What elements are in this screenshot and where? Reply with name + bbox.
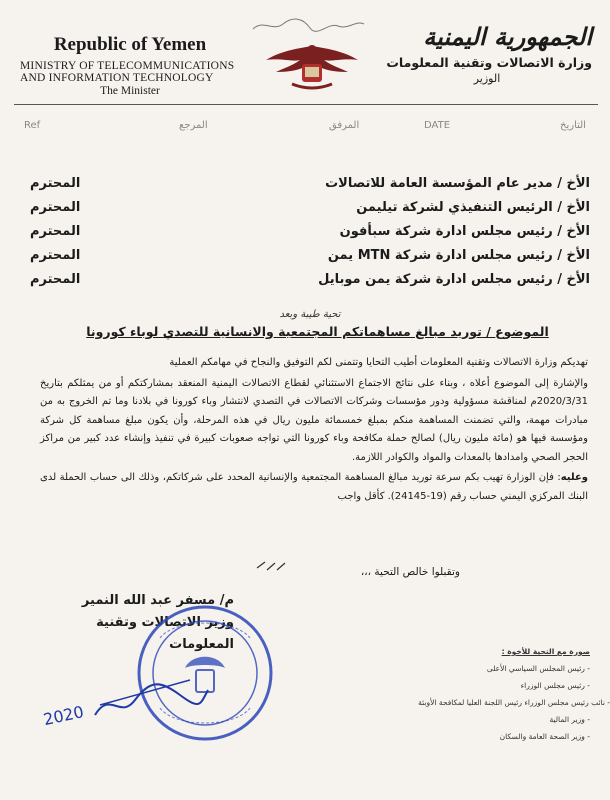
ref-label-en: Ref <box>24 120 41 131</box>
header-republic-ar: الجمهورية اليمنية <box>423 22 592 51</box>
addressee-2: الأخ / الرئيس التنفيذي لشركة تيليمن المحترم <box>30 200 590 215</box>
signer-title: وزير الاتصالات وتقنية المعلومات <box>96 615 234 652</box>
body-paragraph-1: تهديكم وزارة الاتصالات وتقنية المعلومات أطيب التحايا وتتمنى لكم التوفيق والنجاح في مهامكم العملية <box>169 357 588 368</box>
copy-item-4: - وزير المالية <box>549 715 590 724</box>
handwritten-date: 2020 <box>41 702 86 730</box>
salutation: تحية طيبة وبعد <box>279 309 341 320</box>
subject-line: الموضوع / توريد مبالغ مساهماتكم المجتمعية والانسانية للتصدي لوباء كورونا <box>86 324 549 339</box>
ref-label-ar: المرجع <box>179 120 208 131</box>
header-role-en: The Minister <box>100 85 160 97</box>
header-republic-en: Republic of Yemen <box>53 34 207 55</box>
handwritten-signature-icon <box>40 660 210 730</box>
subject-label: الموضوع <box>495 324 549 339</box>
header-arabic <box>382 22 592 85</box>
addressee-3: الأخ / رئيس مجلس ادارة شركة سبأفون المحترم <box>30 224 590 239</box>
closing-line: وتقبلوا خالص التحية ،،، <box>360 566 460 578</box>
date-label-ar: التاريخ <box>560 120 586 131</box>
enclosure-label-ar: المرفق <box>329 120 360 131</box>
header-ministry-en-1: MINISTRY OF TELECOMMUNICATIONS <box>20 60 235 72</box>
header-ministry-en-2: AND INFORMATION TECHNOLOGY <box>20 72 214 84</box>
body-paragraph-3-label: وعليه <box>560 472 588 483</box>
header-ministry-ar: وزارة الاتصالات وتقنية المعلومات <box>386 55 592 70</box>
copy-item-3: - نائب رئيس مجلس الوزراء رئيس اللجنة العليا لمكافحة الأوبئة <box>418 698 610 707</box>
subject-text: توريد مبالغ مساهماتكم المجتمعية والانسانية للتصدي لوباء كورونا <box>86 324 482 339</box>
yemen-eagle-emblem-icon <box>262 38 362 94</box>
header-english <box>20 34 240 97</box>
header-role-ar: الوزير <box>473 72 501 85</box>
addressee-5: الأخ / رئيس مجلس ادارة شركة يمن موبايل المحترم <box>30 272 590 287</box>
copies-label: صورة مع التحية للأخوة : <box>501 647 590 656</box>
addressee-1: الأخ / مدير عام المؤسسة العامة للاتصالات المحترم <box>30 176 590 191</box>
copy-item-2: - رئيس مجلس الوزراء <box>520 681 590 690</box>
copies-list <box>400 643 610 745</box>
body-paragraph-3: : فإن الوزارة تهيب بكم سرعة توريد مبالغ المساهمة المجتمعية والإنسانية المحدد على شركاتكم، وذلك الى حساب الحملة لدى البنك المركزي اليمني حساب رقم (19-24145). كأقل واجب <box>40 472 588 502</box>
body-paragraph-2: والإشارة إلى الموضوع أعلاه ، وبناء على نتائج الاجتماع الاستثنائي لقطاع الاتصالات اليمنية المنعقد بمشاركتكم أو من يمثلكم بتاريخ 2020/3/31م لمناقشة مسؤولية ودور مؤسسات وشركات الاتصالات في التصدي لانتشار وباء كورونا في بلادنا وما تم الخروج به من مبادرات مهمة، والتي تضمنت المساهمة منكم بمبلغ خمسمائة مليون ريال في هذه المرحلة، وأن يكون مبلغ مساهمة كل شركة ومؤسسة فيها هو (مائة مليون ريال) لصالح حملة مكافحة وباء كورونا التي تواجه صعوبات كبيرة في تنفيذ وإنشاء عدد كبير من مراكز الحجر الصحي وامدادها بالمعدات والمواد والكوادر اللازمة. <box>40 377 588 463</box>
closing-flourish <box>255 558 295 572</box>
date-label-en: DATE <box>424 120 451 131</box>
addressee-4: الأخ / رئيس مجلس ادارة شركة MTN يمن المحترم <box>30 248 590 263</box>
signer-name: م/ مسفر عبد الله النمير <box>81 593 234 608</box>
copy-item-5: - وزير الصحة العامة والسكان <box>499 732 590 741</box>
header-signature-scribble <box>248 14 368 36</box>
copy-item-1: - رئيس المجلس السياسي الأعلى <box>486 664 590 673</box>
letter-body <box>40 354 588 506</box>
reference-row <box>14 120 598 138</box>
header-divider <box>14 104 598 105</box>
